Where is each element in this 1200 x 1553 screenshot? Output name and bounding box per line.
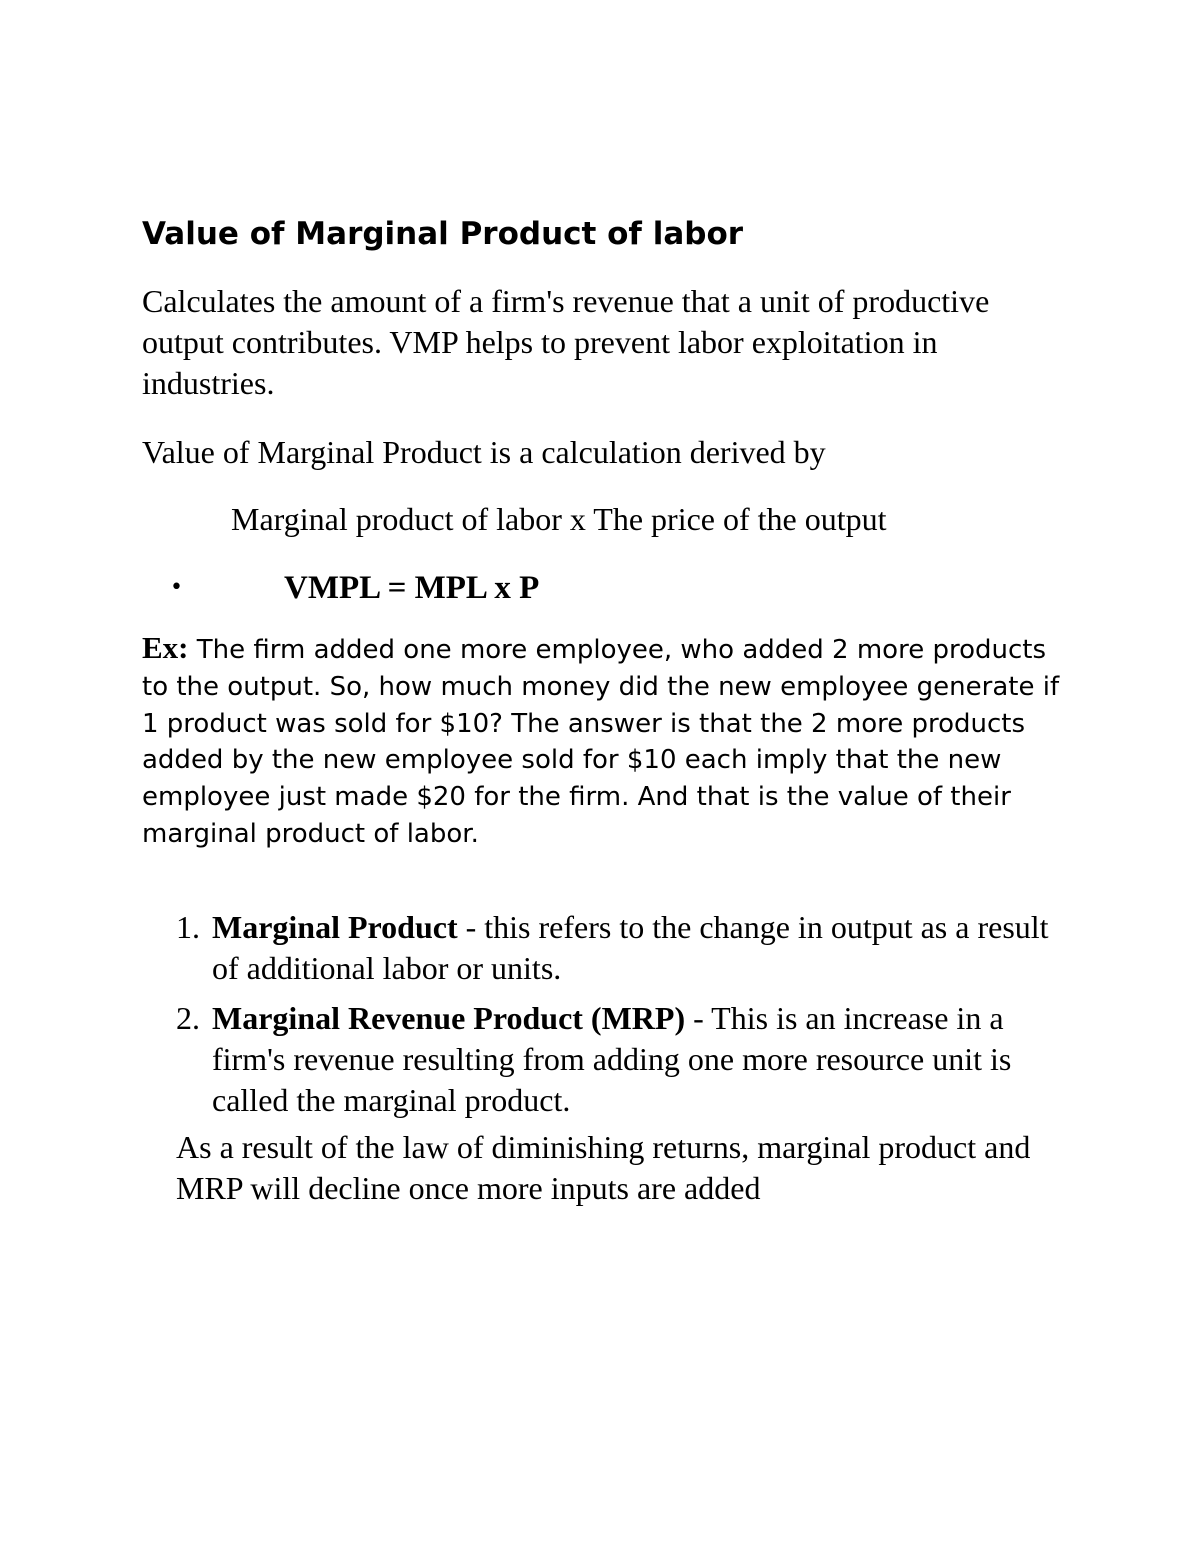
conclusion-paragraph: As a result of the law of diminishing returns, marginal product and MRP will decline once more inputs are added: [176, 1129, 1031, 1206]
definition-term: Marginal Product: [212, 909, 458, 945]
definitions-list: [176, 907, 1066, 1130]
example-paragraph: [142, 630, 1062, 853]
page-title: Value of Marginal Product of labor: [142, 216, 744, 252]
definition-text: This is an increase in a firm's revenue resulting from adding one more resource unit is called the marginal product.: [212, 1000, 1012, 1118]
definition-text: this refers to the change in output as a result of additional labor or units.: [212, 909, 1049, 986]
example-label: Ex:: [142, 630, 189, 665]
derived-by-line: Value of Marginal Product is a calculation derived by: [142, 434, 826, 470]
definition-item-mrp: [176, 998, 1066, 1121]
definition-term: Marginal Revenue Product (MRP): [212, 1000, 686, 1036]
definition-separator: -: [685, 1000, 712, 1036]
intro-paragraph: Calculates the amount of a firm's revenue that a unit of productive output contributes. VMP helps to prevent labor exploitation in industries.: [142, 283, 990, 401]
definition-number: 2.: [176, 1000, 200, 1036]
bullet-icon: •: [170, 575, 183, 600]
definition-item-marginal-product: [176, 907, 1066, 989]
vmpl-formula: VMPL = MPL x P: [284, 570, 540, 606]
definition-number: 1.: [176, 909, 200, 945]
formula-in-words: Marginal product of labor x The price of the output: [231, 501, 887, 537]
definition-separator: -: [457, 909, 485, 945]
example-text: The firm added one more employee, who added 2 more products to the output. So, how much money did the new employee generate if 1 product was sold for $10? The answer is that the 2 more products added by the new employee sold for $10 each imply that the new employee just made $20 for the firm. And that is the value of their marginal product of labor.: [142, 635, 1060, 849]
